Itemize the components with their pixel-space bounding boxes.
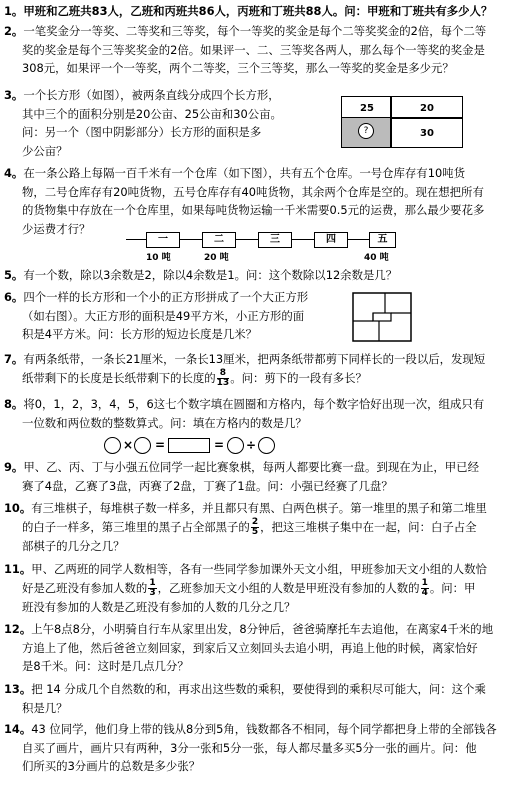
question-text: 好是乙班没有参加人数的 — [22, 580, 148, 595]
question-4 — [4, 164, 524, 238]
fraction: $\frac{1}{3}$ — [149, 577, 156, 598]
question-14 — [4, 720, 524, 776]
question-text: 赛了4盘，乙赛了3盘，丙赛了2盘，丁赛了1盘。问：小强已经赛了几盘？ — [22, 478, 393, 493]
question-text: 有三堆棋子，每堆棋子数一样多，并且都只有黑、白两色棋子。第一堆里的黑子和第二堆里 — [31, 501, 487, 515]
question-text: 积是几？ — [22, 700, 68, 715]
question-text: 班没有参加的人数是乙班没有参加的人数的几分之几？ — [22, 599, 296, 614]
question-6 — [4, 288, 524, 344]
question-text: 部棋子的几分之几？ — [22, 538, 125, 553]
question-number: 12。 — [4, 622, 32, 636]
question-number: 6。 — [4, 290, 24, 304]
circle-blank — [134, 437, 151, 454]
question-number: 3。 — [4, 88, 24, 102]
question-text: 一个长方形（如图），被两条直线分成四个长方形， — [23, 88, 280, 102]
tonnage-label: 10 吨 — [146, 253, 171, 263]
question-number: 14。 — [4, 722, 32, 736]
question-13 — [4, 680, 524, 717]
question-12 — [4, 620, 524, 676]
operator: ÷ — [246, 438, 257, 452]
fraction: $\frac{2}{5}$ — [251, 516, 259, 537]
question-number: 13。 — [4, 682, 32, 696]
question-text: 一笔奖金分一等奖、二等奖和三等奖，每个一等奖的奖金是每个二等奖奖金的2倍，每个二等 — [23, 24, 487, 38]
question-text: 纸带剩下的长度是长纸带剩下的长度的 — [22, 370, 216, 385]
question-text: 有一个数，除以3余数是2，除以4余数是1。问：这个数除以12余数是几？ — [23, 268, 398, 282]
question-text: 的货物集中存放在一个仓库里，如果每吨货物运输一千米需要0.5元的运费，那么最少要花多 — [22, 203, 485, 218]
operator: = — [214, 438, 225, 452]
question-text: 少公亩？ — [22, 143, 68, 158]
question-1 — [4, 2, 524, 21]
question-text: 308元，如果评一个一等奖，两个二等奖，三个三等奖，那么一等奖的奖金是多少元？ — [22, 61, 454, 76]
tonnage-label: 20 吨 — [204, 253, 229, 263]
question-text: 甲、乙两班的同学人数相等，各有一些同学参加课外天文小组，甲班参加天文小组的人数恰 — [31, 562, 487, 576]
operator: × — [123, 438, 134, 452]
question-text: 的白子一样多，第三堆里的黑子占全部黑子的 — [22, 519, 250, 534]
question-text: 是8千米。问：这时是几点几分？ — [22, 659, 189, 674]
question-text: 。问：剪下的一段有多长？ — [230, 370, 367, 385]
question-number: 5。 — [4, 268, 24, 282]
question-5 — [4, 266, 524, 285]
question-number: 10。 — [4, 501, 32, 515]
question-number: 1。 — [4, 4, 24, 18]
question-number: 2。 — [4, 24, 24, 38]
area-label: 25 — [360, 103, 374, 114]
question-text: 自买了画片，画片只有两种，3分一张和5分一张，每人都尽量多买5分一张的画片。问：他 — [22, 740, 477, 755]
question-text: 甲、乙、丙、丁与小强五位同学一起比赛象棋，每两人都要比赛一盘。到现在为止，甲已经 — [23, 460, 479, 474]
square-figure — [352, 292, 412, 342]
warehouse-4: 四 — [314, 232, 348, 248]
question-number: 4。 — [4, 166, 24, 180]
question-text: 有两条纸带，一条长21厘米，一条长13厘米，把两条纸带都剪下同样长的一段以后，发现短 — [23, 352, 486, 366]
question-number: 9。 — [4, 460, 24, 474]
question-text: 奖的奖金是每个三等奖奖金的2倍。如果评一、二、三等奖各两人，那么每个一等奖的奖金是 — [22, 42, 485, 57]
circle-blank — [104, 437, 121, 454]
warehouse-5: 五 — [369, 232, 396, 248]
question-7 — [4, 350, 524, 388]
question-number: 8。 — [4, 397, 24, 411]
question-number: 11。 — [4, 562, 32, 576]
question-text: （如右图）。大正方形的面积是49平方米，小正方形的面 — [22, 308, 305, 323]
question-text: 把 14 分成几个自然数的和，再求出这些数的乘积，要使得到的乘积尽可能大，问：这个乘 — [31, 682, 486, 696]
question-text: ，乙班参加天文小组的人数是甲班没有参加的人数的 — [157, 580, 420, 595]
square-blank — [168, 438, 210, 453]
warehouse-1: 一 — [146, 232, 180, 248]
question-text: 方追上了他，然后爸爸立刻回家，到家后又立刻回头去追小明，再追上他的时候，离家恰好 — [22, 640, 478, 655]
question-text: 甲班和乙班共83人，乙班和丙班共86人，丙班和丁班共88人。问：甲班和丁班共有多少人？ — [23, 4, 493, 18]
warehouse-2: 二 — [202, 232, 236, 248]
rectangle-figure — [341, 96, 463, 148]
question-2 — [4, 22, 524, 78]
question-text: 们所买的3分画片的总数是多少张？ — [22, 759, 201, 774]
question-text: 四个一样的长方形和一个小的正方形拼成了一个大正方形 — [23, 290, 309, 304]
question-text: 将0，1，2，3，4，5，6这七个数字填在圆圈和方格内，每个数字恰好出现一次，组成只有 — [23, 397, 485, 411]
question-number: 7。 — [4, 352, 24, 366]
question-text: 少运费才行？ — [22, 221, 91, 236]
question-text: 问：另一个（图中阴影部分）长方形的面积是多 — [22, 125, 262, 140]
question-9 — [4, 458, 524, 495]
question-text: 。问：甲 — [429, 580, 476, 595]
question-text: 43 位同学，他们身上带的钱从8分到5角，钱数都各不相同，每个同学都把身上带的全部钱各 — [31, 722, 497, 736]
operator: = — [155, 438, 166, 452]
question-text: 在一条公路上每隔一百千米有一个仓库（如下图），共有五个仓库。一号仓库存有10吨货 — [23, 166, 465, 180]
question-text: 一位数和两位数的整数算式。问：填在方格内的数是几？ — [22, 415, 307, 430]
question-11 — [4, 560, 524, 616]
fraction: $\frac{1}{4}$ — [421, 577, 428, 598]
warehouse-3: 三 — [258, 232, 292, 248]
area-label: 30 — [420, 128, 434, 139]
question-8 — [4, 395, 524, 432]
question-text: 其中三个的面积分别是20公亩、25公亩和30公亩。 — [22, 106, 282, 121]
question-text: 上午8点8分，小明骑自行车从家里出发，8分钟后，爸爸骑摩托车去追他，在离家4千米的地 — [31, 622, 494, 636]
question-text: 物，二号仓库存有20吨货物，五号仓库存有40吨货物，其余两个仓库是空的。现在想把所有 — [22, 184, 484, 199]
fraction: $\frac{8}{13}$ — [216, 367, 230, 388]
circle-blank — [258, 437, 275, 454]
warehouse-diagram — [126, 232, 394, 262]
unknown-area-label: ? — [358, 123, 374, 139]
area-label: 20 — [420, 103, 434, 114]
circle-blank — [227, 437, 244, 454]
tonnage-label: 40 吨 — [364, 253, 389, 263]
question-10 — [4, 499, 524, 555]
question-text: 积是4平方米。问：长方形的短边长度是几米？ — [22, 327, 258, 342]
question-text: ，把这三堆棋子集中在一起，问：白子占全 — [260, 519, 477, 534]
